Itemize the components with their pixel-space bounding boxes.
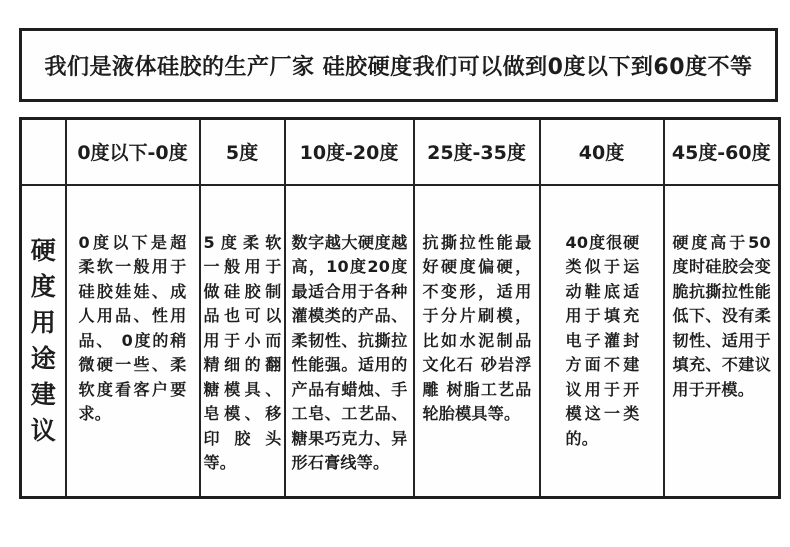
row-header-hardness-usage xyxy=(21,185,66,498)
column-header-0to0deg: 0度以下-0度 xyxy=(66,119,200,185)
corner-cell xyxy=(21,119,66,185)
body-cell-5deg: 5度柔软 一般用于做硅胶制品也可以用于小而精细的翻糖模具、皂模、移印胶头等。 xyxy=(200,185,285,498)
body-cell-40deg: 40度很硬类似于运动鞋底适用于填充电子灌封方面不建议用于开模这一类的。 xyxy=(540,185,664,498)
hardness-table xyxy=(19,117,781,499)
column-header-10to20deg: 10度-20度 xyxy=(285,119,414,185)
table-header-row xyxy=(21,119,780,185)
column-header-40deg: 40度 xyxy=(540,119,664,185)
column-header-25to35deg: 25度-35度 xyxy=(414,119,540,185)
table-body-row xyxy=(21,185,780,498)
column-header-5deg: 5度 xyxy=(200,119,285,185)
column-header-45to60deg: 45度-60度 xyxy=(664,119,780,185)
body-cell-25to35deg: 抗撕拉性能最好硬度偏硬，不变形，适用于分片刷模，比如水泥制品 文化石 砂岩浮雕 树脂工艺品轮胎模具等。 xyxy=(414,185,540,498)
body-cell-10to20deg: 数字越大硬度越高，10度20度最适合用于各种灌模类的产品、柔韧性、抗撕拉性能强。适用的产品有蜡烛、手工皂、工艺品、糖果巧克力、异形石膏线等。 xyxy=(285,185,414,498)
body-cell-45to60deg: 硬度高于50度时硅胶会变脆抗撕拉性能低下、没有柔韧性、适用于填充、不建议用于开模。 xyxy=(664,185,780,498)
banner xyxy=(19,28,778,102)
row-header-vertical-text: 硬度用途建议 xyxy=(30,235,56,445)
silicone-hardness-infographic xyxy=(19,28,778,499)
banner-text: 我们是液体硅胶的生产厂家 硅胶硬度我们可以做到0度以下到60度不等 xyxy=(44,54,753,80)
body-cell-0to0deg: 0度以下是超柔软一般用于硅胶娃娃、成人用品、性用品、 0度的稍微硬一些、柔软度看客户要求。 xyxy=(66,185,200,498)
